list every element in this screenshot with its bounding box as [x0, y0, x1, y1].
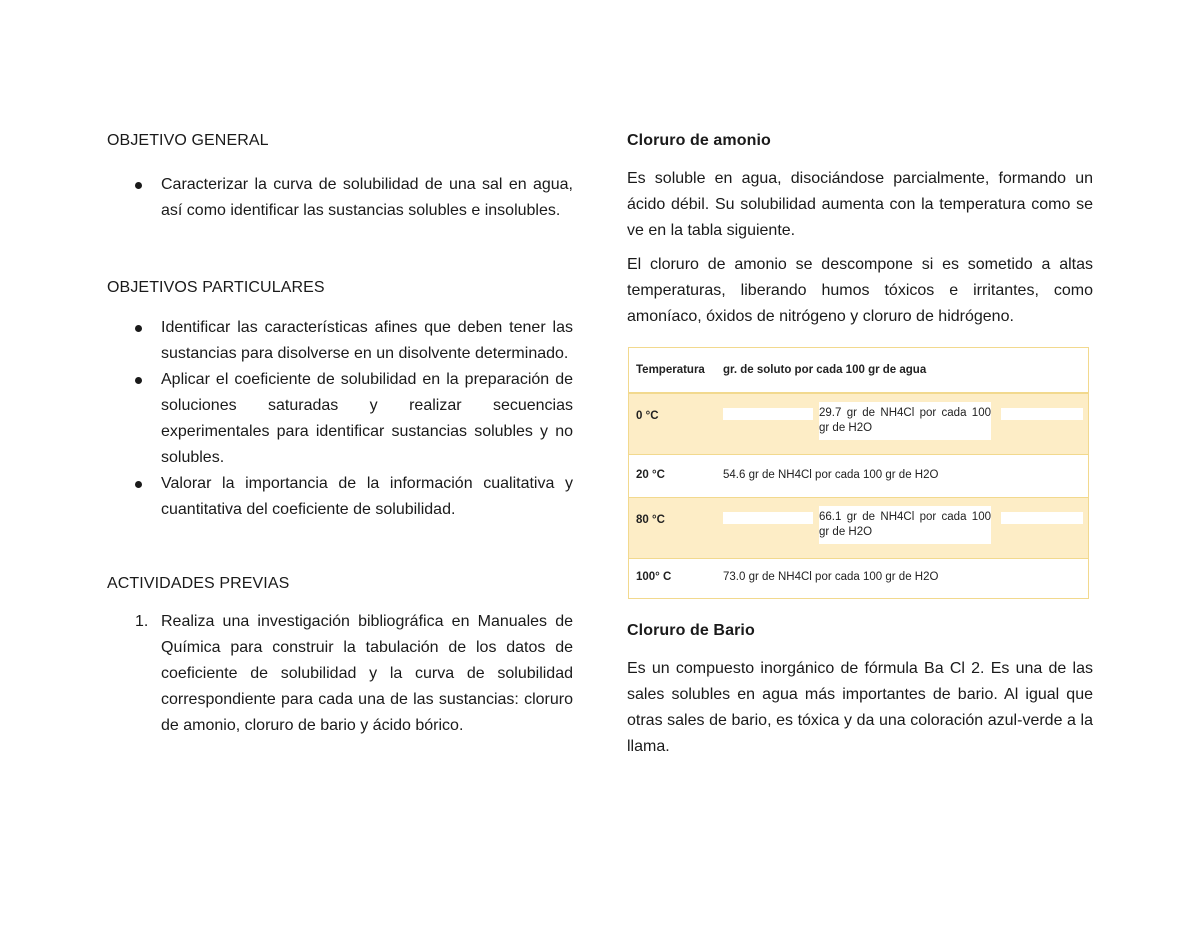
table-row [629, 454, 1088, 498]
objetivo-general-heading: OBJETIVO GENERAL [107, 132, 269, 149]
left-column [107, 128, 573, 739]
list-item: Aplicar el coeficiente de solubilidad en la preparación de soluciones saturadas y realizar secuencias experimentales para identificar sustancias solubles y no solubles. [107, 367, 573, 471]
table-header-row [629, 348, 1088, 394]
column-header-temperature: Temperatura [636, 364, 705, 376]
table-cell-blank [723, 408, 813, 420]
row-temperature: 20 °C [636, 469, 665, 481]
actividades-previas-list [107, 609, 573, 739]
list-item: Valorar la importancia de la información cualitativa y cuantitativa del coeficiente de solubilidad. [107, 471, 573, 523]
table-row [629, 394, 1088, 454]
list-number: 1. [135, 613, 149, 630]
list-item-text: Realiza una investigación bibliográfica en Manuales de Química para construir la tabulación de los datos de coeficiente de solubilidad y la curva de solubilidad correspondiente para cada una de las sustancias: cloruro de amonio, cloruro de bario y ácido bórico. [161, 613, 573, 734]
cloruro-amonio-paragraph-1: Es soluble en agua, disociándose parcialmente, formando un ácido débil. Su solubilidad aumenta con la temperatura como se ve en la tabla siguiente. [627, 170, 1093, 239]
table-row [629, 558, 1088, 598]
table-cell-blank [1001, 512, 1083, 524]
table-row [629, 498, 1088, 558]
cloruro-amonio-heading: Cloruro de amonio [627, 132, 771, 149]
right-column-top [627, 128, 1093, 330]
actividades-previas-heading: ACTIVIDADES PREVIAS [107, 575, 290, 592]
row-temperature: 100° C [636, 571, 672, 583]
list-item [107, 609, 573, 739]
table-cell-blank [1001, 408, 1083, 420]
objetivos-particulares-heading: OBJETIVOS PARTICULARES [107, 279, 325, 296]
solubility-table [628, 347, 1089, 599]
right-column-bottom [627, 618, 1093, 760]
row-temperature: 80 °C [636, 514, 665, 526]
row-value: 66.1 gr de NH4Cl por cada 100 gr de H2O [819, 506, 991, 544]
cloruro-bario-paragraph: Es un compuesto inorgánico de fórmula Ba Cl 2. Es una de las sales solubles en agua más importantes de bario. Al igual que otras sales de bario, es tóxica y da una coloración azul-verde a la llama. [627, 660, 1093, 755]
list-item: Identificar las características afines que deben tener las sustancias para disolverse en un disolvente determinado. [107, 315, 573, 367]
column-header-solute: gr. de soluto por cada 100 gr de agua [723, 364, 927, 376]
row-value: 29.7 gr de NH4Cl por cada 100 gr de H2O [819, 402, 991, 440]
table-cell-blank [723, 512, 813, 524]
list-item: Caracterizar la curva de solubilidad de una sal en agua, así como identificar las sustancias solubles e insolubles. [107, 172, 573, 224]
row-value: 73.0 gr de NH4Cl por cada 100 gr de H2O [723, 571, 939, 583]
cloruro-bario-heading: Cloruro de Bario [627, 622, 755, 639]
objetivo-general-list [107, 172, 573, 224]
cloruro-amonio-paragraph-2: El cloruro de amonio se descompone si es sometido a altas temperaturas, liberando humos tóxicos e irritantes, como amoníaco, óxidos de nitrógeno y cloruro de hidrógeno. [627, 256, 1093, 325]
row-value: 54.6 gr de NH4Cl por cada 100 gr de H2O [723, 469, 939, 481]
objetivos-particulares-list [107, 315, 573, 523]
row-temperature: 0 °C [636, 410, 659, 422]
